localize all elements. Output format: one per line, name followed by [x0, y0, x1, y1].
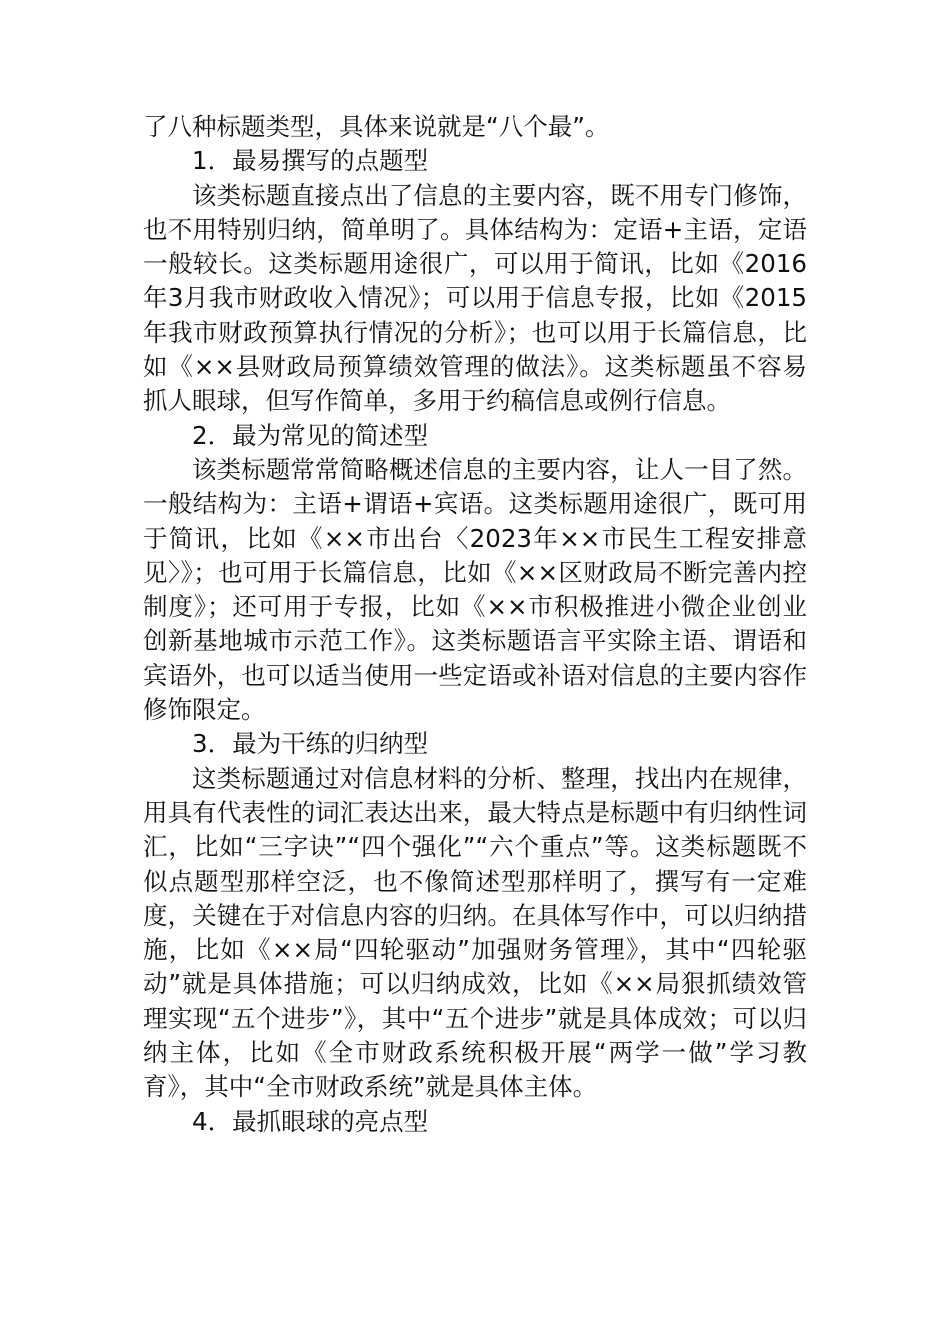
section-heading-2: 2．最为常见的简述型 [192, 420, 429, 450]
body-text [143, 110, 807, 1139]
paragraph-intro-continued: 了八种标题类型，具体来说就是“八个最”。 [143, 112, 610, 141]
paragraph-1: 该类标题直接点出了信息的主要内容，既不用专门修饰，也不用特别归纳，简单明了。具体结构为：定语+主语，定语一般较长。这类标题用途很广，可以用于简讯，比如《2016年3月我市财政收入情况》；可以用于信息专报，比如《2015年我市财政预算执行情况的分析》；也可以用于长篇信息，比如《××县财政局预算绩效管理的做法》。这类标题虽不容易抓人眼球，但写作简单，多用于约稿信息或例行信息。 [143, 180, 807, 416]
section-heading-4: 4．最抓眼球的亮点型 [192, 1106, 429, 1136]
section-heading-1: 1．最易撰写的点题型 [192, 146, 429, 176]
paragraph-2: 该类标题常常简略概述信息的主要内容，让人一目了然。一般结构为：主语+谓语+宾语。这类标题用途很广，既可用于简讯，比如《××市出台〈2023年××市民生工程安排意见〉》；也可用于长篇信息，比如《××区财政局不断完善内控制度》；还可用于专报，比如《××市积极推进小微企业创业创新基地城市示范工作》。这类标题语言平实除主语、谓语和宾语外，也可以适当使用一些定语或补语对信息的主要内容作修饰限定。 [143, 454, 807, 725]
paragraph-3: 这类标题通过对信息材料的分析、整理，找出内在规律，用具有代表性的词汇表达出来，最大特点是标题中有归纳性词汇，比如“三字诀”“四个强化”“六个重点”等。这类标题既不似点题型那样空泛，也不像简述型那样明了，撰写有一定难度，关键在于对信息内容的归纳。在具体写作中，可以归纳措施，比如《××局“四轮驱动”加强财务管理》，其中“四轮驱动”就是具体措施；可以归纳成效，比如《××局狠抓绩效管理实现“五个进步”》，其中“五个进步”就是具体成效；可以归纳主体，比如《全市财政系统积极开展“两学一做”学习教育》，其中“全市财政系统”就是具体主体。 [143, 763, 807, 1102]
section-heading-3: 3．最为干练的归纳型 [192, 729, 429, 759]
